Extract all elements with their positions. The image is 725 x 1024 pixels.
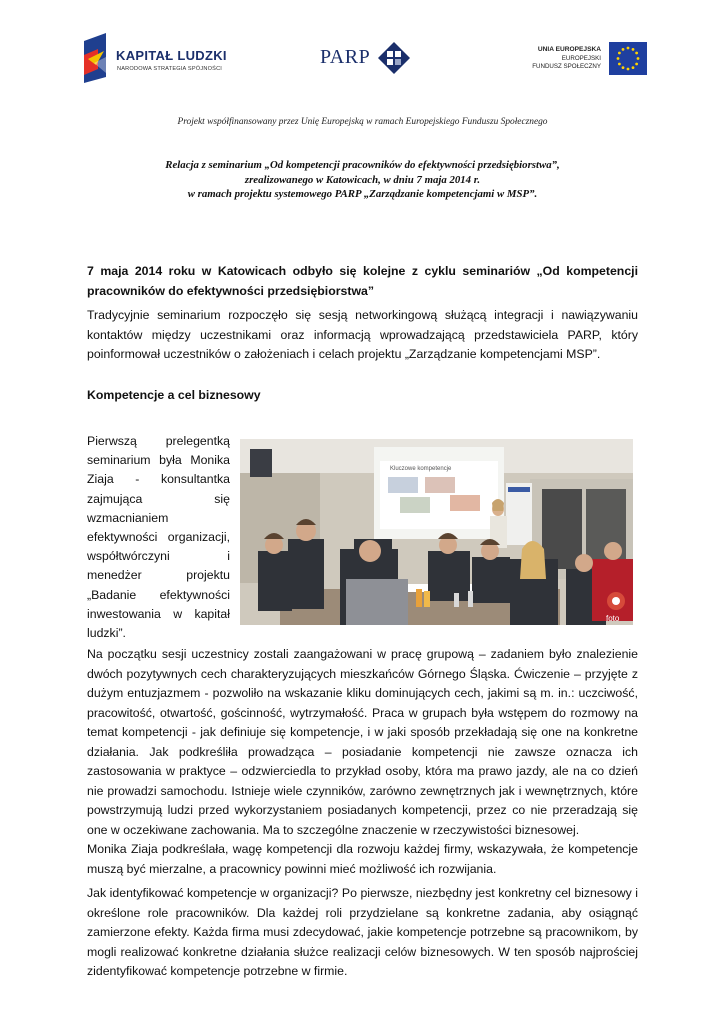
seminar-photo xyxy=(240,439,633,625)
parp-logo xyxy=(320,42,415,74)
parp-title: PARP xyxy=(320,46,371,68)
eu-logo xyxy=(512,42,647,76)
seminar-photo-image xyxy=(240,439,633,625)
kapital-ludzki-emblem-icon xyxy=(84,33,110,83)
eu-line-2: EUROPEJSKI xyxy=(561,55,601,62)
photo-watermark: foto xyxy=(606,614,620,623)
slide-title: Kluczowe kompetencje xyxy=(390,466,452,472)
speaker-description: Pierwszą prelegentką seminarium była Monika Ziaja - konsultantka zajmująca się wzmacnianiem efektywności organizacji, współtwórczyni i menedżer projektu „Badanie efektywności inwestowania w kapitał ludzki”. xyxy=(87,434,230,641)
kapital-ludzki-title: KAPITAŁ LUDZKI xyxy=(116,48,227,63)
kapital-ludzki-subtitle: NARODOWA STRATEGIA SPÓJNOŚCI xyxy=(117,66,223,72)
eu-line-1: UNIA EUROPEJSKA xyxy=(537,46,601,53)
intro-line-1: Relacja z seminarium „Od kompetencji pracowników do efektywności przedsiębiorstwa”, xyxy=(165,159,560,171)
eu-flag-icon xyxy=(609,42,647,75)
parp-emblem-icon xyxy=(378,42,410,74)
lead-paragraph: 7 maja 2014 roku w Katowicach odbyło się kolejne z cyklu seminariów „Od kompetencji pracowników do efektywności przedsiębiorstwa” xyxy=(87,264,638,298)
paragraph-2: Na początku sesji uczestnicy zostali zaangażowani w pracę grupową – zadaniem było znalezienie dwóch pozytywnych cech charakteryzujących mieszkańców Górnego Śląska. Ćwiczenie – przyjęte z dużym entuzjazmem - pozwoliło na wskazanie kliku dominujących cech, jakimi są m. in.: uczciwość, pracowitość, otwartość, gościnność, wytrzymałość. Praca w grupach była wstępem do rozmowy na temat kompetencji - jak definiuje się kompetencje, i w jaki sposób przekładają się one na konkretne działania. Jak podkreśliła prowadząca – posiadanie kompetencji nie zawsze oznacza ich zastosowania w praktyce – odzwierciedla to przykład osoby, która ma prawo jazdy, ale na co dzień nie prowadzi samochodu. Istnieje wiele czynników, zarówno zewnętrznych jak i wewnętrznych, które powstrzymują ludzi przed wykorzystaniem posiadanych kompetencji, przez co nie przeradzają się one w oczekiwane zachowania. Ma to szczególne znaczenie w rzeczywistości biznesowej. xyxy=(87,647,638,837)
paragraph-1: Tradycyjnie seminarium rozpoczęło się sesją networkingową służącą integracji i nawiązywaniu kontaktów między uczestnikami oraz informacją wprowadzającą przedstawiciela PARP, który poinformował uczestników o założeniach i celach projektu „Zarządzanie kompetencjami MSP”. xyxy=(87,308,638,361)
eu-line-3: FUNDUSZ SPOŁECZNY xyxy=(532,63,601,70)
cofunding-note: Projekt współfinansowany przez Unię Europejską w ramach Europejskiego Funduszu Społecznego xyxy=(177,117,548,127)
paragraph-4: Jak identyfikować kompetencje w organizacji? Po pierwsze, niezbędny jest konkretny cel biznesowy i określone role pracowników. Dla każdej roli przydzielane są konkretne zadania, aby osiągnąć zamierzone efekty. Każda firma musi zdecydować, jakie kompetencje potrzebne są pracownikom, by mogli realizować konkretne działania służce realizacji celów biznesowych. W ten sposób najprościej zidentyfikować kompetencje potrzebne w firmie. xyxy=(87,886,638,978)
kapital-ludzki-logo xyxy=(84,33,244,83)
paragraph-3: Monika Ziaja podkreślała, wagę kompetencji dla rozwoju każdej firmy, wskazywała, że kompetencje muszą być mierzalne, a pracownicy powinni mieć możliwość ich rozwijania. xyxy=(87,842,638,876)
intro-line-2: zrealizowanego w Katowicach, w dniu 7 maja 2014 r. xyxy=(244,173,481,186)
intro-line-3: w ramach projektu systemowego PARP „Zarządzanie kompetencjami w MSP”. xyxy=(187,188,538,200)
section-heading: Kompetencje a cel biznesowy xyxy=(87,388,261,402)
intro-block xyxy=(100,158,625,202)
